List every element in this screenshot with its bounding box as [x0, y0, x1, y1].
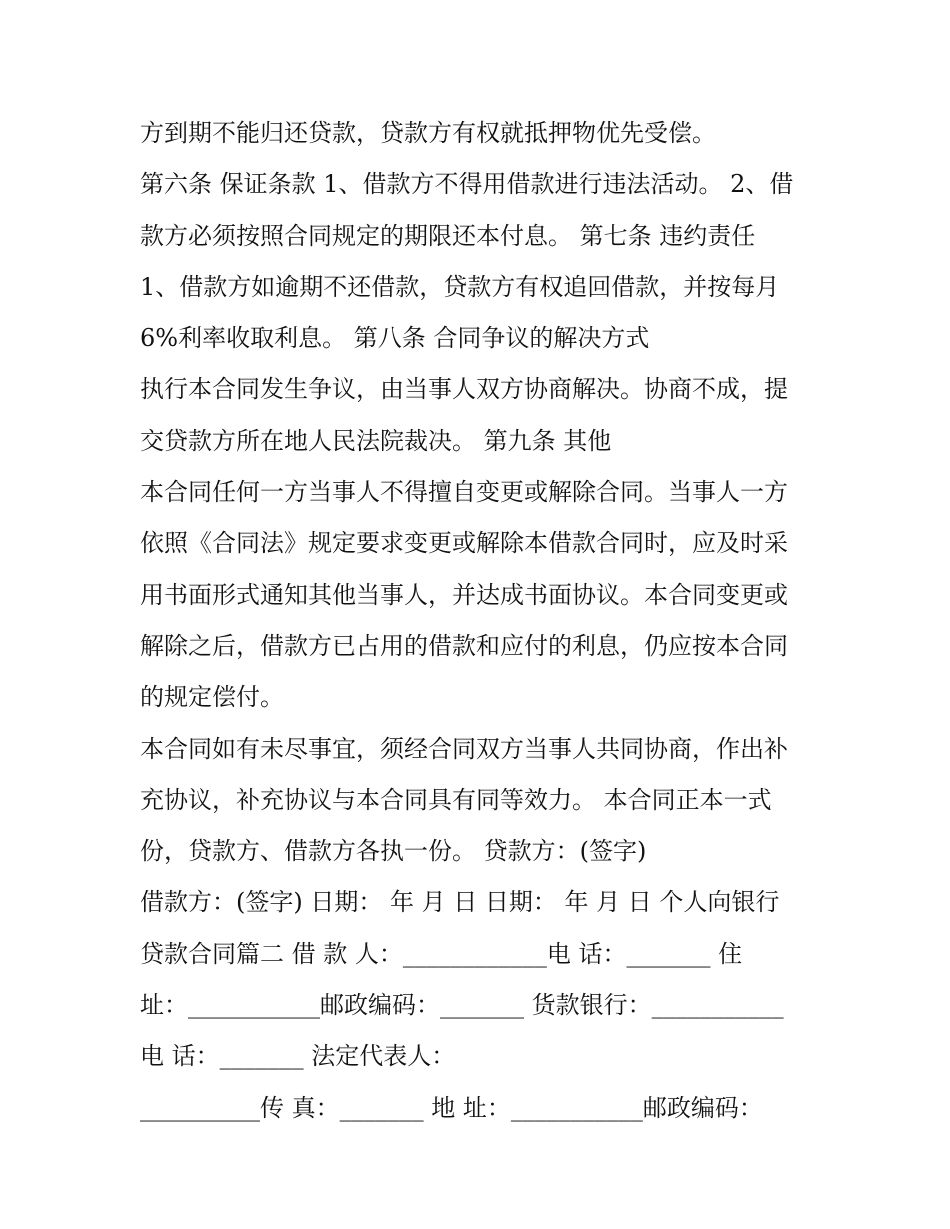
text-line: 本合同如有未尽事宜，须经合同双方当事人共同协商，作出补 — [140, 734, 788, 763]
text-line: 款方必须按照合同规定的期限还本付息。 第七条 违约责任 — [140, 221, 756, 250]
text-line: 本合同任何一方当事人不得擅自变更或解除合同。当事人一方 — [140, 478, 788, 507]
text-line: 电 话：_______ 法定代表人： — [140, 1042, 456, 1071]
text-line: __________传 真：_______ 地 址：___________邮政编码： — [140, 1093, 763, 1122]
text-line: 用书面形式通知其他当事人，并达成书面协议。本合同变更或 — [140, 580, 788, 609]
text-line: 解除之后，借款方已占用的借款和应付的利息，仍应按本合同 — [140, 631, 788, 660]
text-line: 址：___________邮政编码：_______ 货款银行：___________ — [140, 991, 784, 1020]
text-line: 充协议，补充协议与本合同具有同等效力。 本合同正本一式 — [140, 785, 772, 814]
text-line: 方到期不能归还贷款，贷款方有权就抵押物优先受偿。 — [140, 119, 716, 147]
document-body — [140, 108, 820, 1134]
text-line: 交贷款方所在地人民法院裁决。 第九条 其他 — [140, 426, 612, 455]
text-line: 依照《合同法》规定要求变更或解除本借款合同时，应及时采 — [140, 529, 788, 558]
text-line: 执行本合同发生争议，由当事人双方协商解决。协商不成，提 — [140, 375, 788, 404]
text-line: 第六条 保证条款 1、借款方不得用借款进行违法活动。 2、借 — [140, 170, 794, 199]
text-line: 1、借款方如逾期不还借款，贷款方有权追回借款，并按每月 — [140, 272, 780, 301]
text-line: 的规定偿付。 — [140, 683, 284, 712]
text-line: 份，贷款方、借款方各执一份。 贷款方：(签字) — [140, 837, 647, 866]
text-line: 贷款合同篇二 借 款 人：____________电 话：_______ 住 — [140, 939, 743, 968]
text-line: 6%利率收取利息。 第八条 合同争议的解决方式 — [140, 324, 650, 353]
text-line: 借款方：(签字) 日期： 年 月 日 日期： 年 月 日 个人向银行 — [140, 888, 780, 917]
